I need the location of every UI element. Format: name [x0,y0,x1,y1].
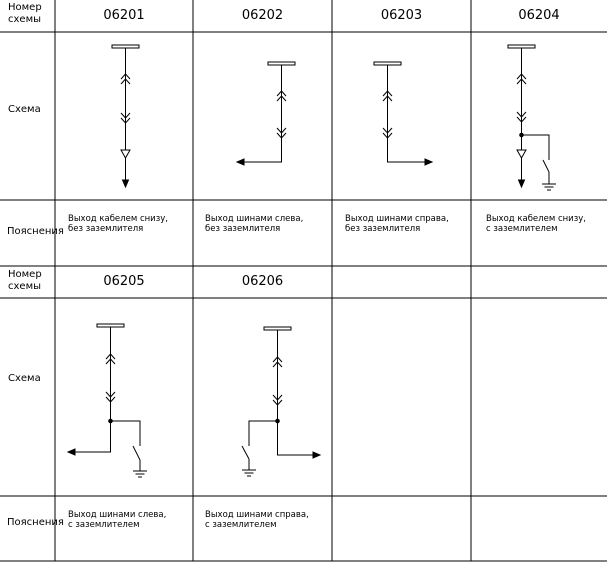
note-line: с заземлителем [486,224,558,234]
note-line: без заземлителя [345,224,421,234]
arrow-down-symbol [519,180,525,187]
busbar-symbol [112,45,139,48]
cable-termination-symbol [517,150,526,158]
scheme-note [205,214,303,234]
busbar-symbol [508,45,535,48]
row-label-line: схемы [8,14,42,25]
row-label-scheme-1: Схема [8,104,41,115]
scheme-code: 06202 [241,8,284,23]
busbar-symbol [374,62,401,65]
note-line: без заземлителя [205,224,281,234]
arrow-left-symbol [68,449,75,455]
diagram-06205 [68,324,147,477]
row-label-scheme-2: Схема [8,373,41,384]
scheme-code: 06205 [103,274,145,289]
diagram-06201 [112,45,139,187]
arrow-left-symbol [237,159,244,165]
arrow-right-symbol [313,452,320,458]
row-label-scheme-number-2 [8,269,42,293]
note-line: Выход кабелем снизу, [486,214,586,224]
busbar-symbol [268,62,295,65]
note-line: Выход шинами слева, [205,214,304,224]
diagram-06202 [237,62,295,165]
scheme-note [205,510,309,530]
scheme-note [486,214,586,234]
row-label-line: Номер [8,2,42,13]
busbar-symbol [264,327,291,330]
row-label-explanations-2: Пояснения [7,517,64,528]
scheme-code: 06203 [380,8,423,23]
scheme-note [345,214,449,234]
row-label-explanations-1: Пояснения [7,226,64,237]
scheme-code: 06206 [241,274,284,289]
earthing-switch-blade [242,446,249,459]
note-line: без заземлителя [68,224,144,234]
note-line: Выход шинами слева, [68,510,167,520]
note-line: с заземлителем [68,520,140,530]
earthing-switch-blade [543,160,549,172]
row-label-scheme-number-1 [8,2,42,26]
note-line: Выход шинами справа, [345,214,449,224]
row-label-line: Номер [8,269,42,280]
diagram-06206 [242,327,320,476]
arrow-right-symbol [425,159,432,165]
diagram-06204 [508,45,556,190]
note-line: Выход кабелем снизу, [68,214,168,224]
busbar-symbol [97,324,124,327]
earthing-switch-blade [133,446,140,460]
scheme-code: 06204 [518,8,560,23]
row-label-line: схемы [8,281,42,292]
scheme-note [68,214,168,234]
circuit-diagrams [68,45,556,477]
note-line: с заземлителем [205,520,277,530]
diagram-06203 [374,62,432,165]
scheme-note [68,510,166,530]
cable-termination-symbol [121,150,130,158]
note-line: Выход шинами справа, [205,510,309,520]
arrow-down-symbol [123,180,129,187]
scheme-code: 06201 [103,8,145,23]
